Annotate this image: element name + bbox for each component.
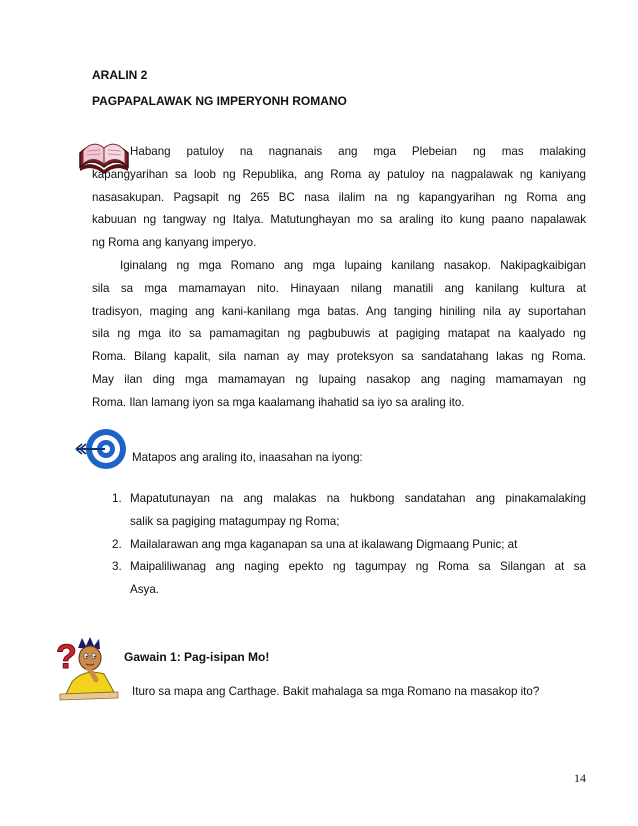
list-text: Maipaliliwanag ang naging epekto ng tagumpay ng Roma sa Silangan at sa [130, 560, 586, 574]
list-text: Mapatutunayan na ang malakas na hukbong sandatahan ang pinakamalaking [130, 492, 586, 505]
list-item [112, 534, 586, 557]
intro-line: ng Roma ang kanyang imperyo. [92, 236, 257, 250]
intro-line: kapangyarihan sa loob ng Republika, ang Roma ay patuloy na nagpalawak ng kaniyang [92, 167, 586, 181]
page-number: 14 [574, 771, 586, 785]
intro-line: May ilan ding mga mamamayan ng lupaing nasakop ang naging mamamayan ng [92, 372, 586, 386]
list-text: Asya. [130, 583, 159, 597]
objectives-lead: Matapos ang araling ito, inaasahan na iyong: [132, 451, 363, 464]
intro-line: Roma. Ilan lamang iyon sa mga kaalamang ihahatid sa iyo sa araling ito. [92, 395, 465, 409]
list-item [112, 488, 586, 534]
intro-line: tradisyon, maging ang kani-kanilang mga batas. Ang tanging hiniling nila ay suportahan [92, 304, 586, 318]
list-number: 2. [112, 537, 122, 551]
activity-question: Ituro sa mapa ang Carthage. Bakit mahalaga sa mga Romano na masakop ito? [132, 685, 540, 698]
intro-line: Iginalang ng mga Romano ang mga lupaing kanilang nasakop. Nakipagkaibigan [120, 258, 586, 272]
target-icon [74, 426, 130, 472]
list-number: 3. [112, 560, 122, 574]
list-text: salik sa pagiging matagumpay ng Roma; [130, 514, 340, 528]
intro-line: Habang patuloy na nagnanais ang mga Plebeian ng mas malaking [130, 145, 586, 158]
list-item [112, 556, 586, 602]
svg-text:?: ? [56, 638, 77, 676]
intro-line: nasasakupan. Pagsapit ng 265 BC nasa ilalim na ng kapangyarihan ng Roma ang [92, 190, 586, 204]
list-text: Mailalarawan ang mga kaganapan sa una at ikalawang Digmaang Punic; at [130, 537, 518, 551]
intro-line: sila ng mga ito sa pamamagitan ng pagbubuwis at pagiging matapat na kaalyado ng [92, 327, 586, 341]
intro-line: kabuuan ng tangway ng Italya. Matutunghayan mo sa araling ito kung paano napalawak [92, 213, 586, 227]
intro-line: sila sa mga mamamayan nito. Hinayaan nilang manatili ang kanilang kultura at [92, 281, 586, 295]
objectives-list [112, 488, 586, 602]
intro-paragraph [92, 141, 586, 415]
lesson-title: PAGPAPALAWAK NG IMPERYONH ROMANO [92, 94, 347, 108]
activity-title: Gawain 1: Pag-isipan Mo! [124, 650, 270, 664]
intro-line: Roma. Bilang kapalit, sila naman ay may proteksyon sa sandatahang lakas ng Roma. [92, 350, 586, 364]
thinking-person-icon [44, 634, 122, 704]
lesson-label: ARALIN 2 [92, 68, 148, 82]
list-number: 1. [112, 492, 122, 505]
